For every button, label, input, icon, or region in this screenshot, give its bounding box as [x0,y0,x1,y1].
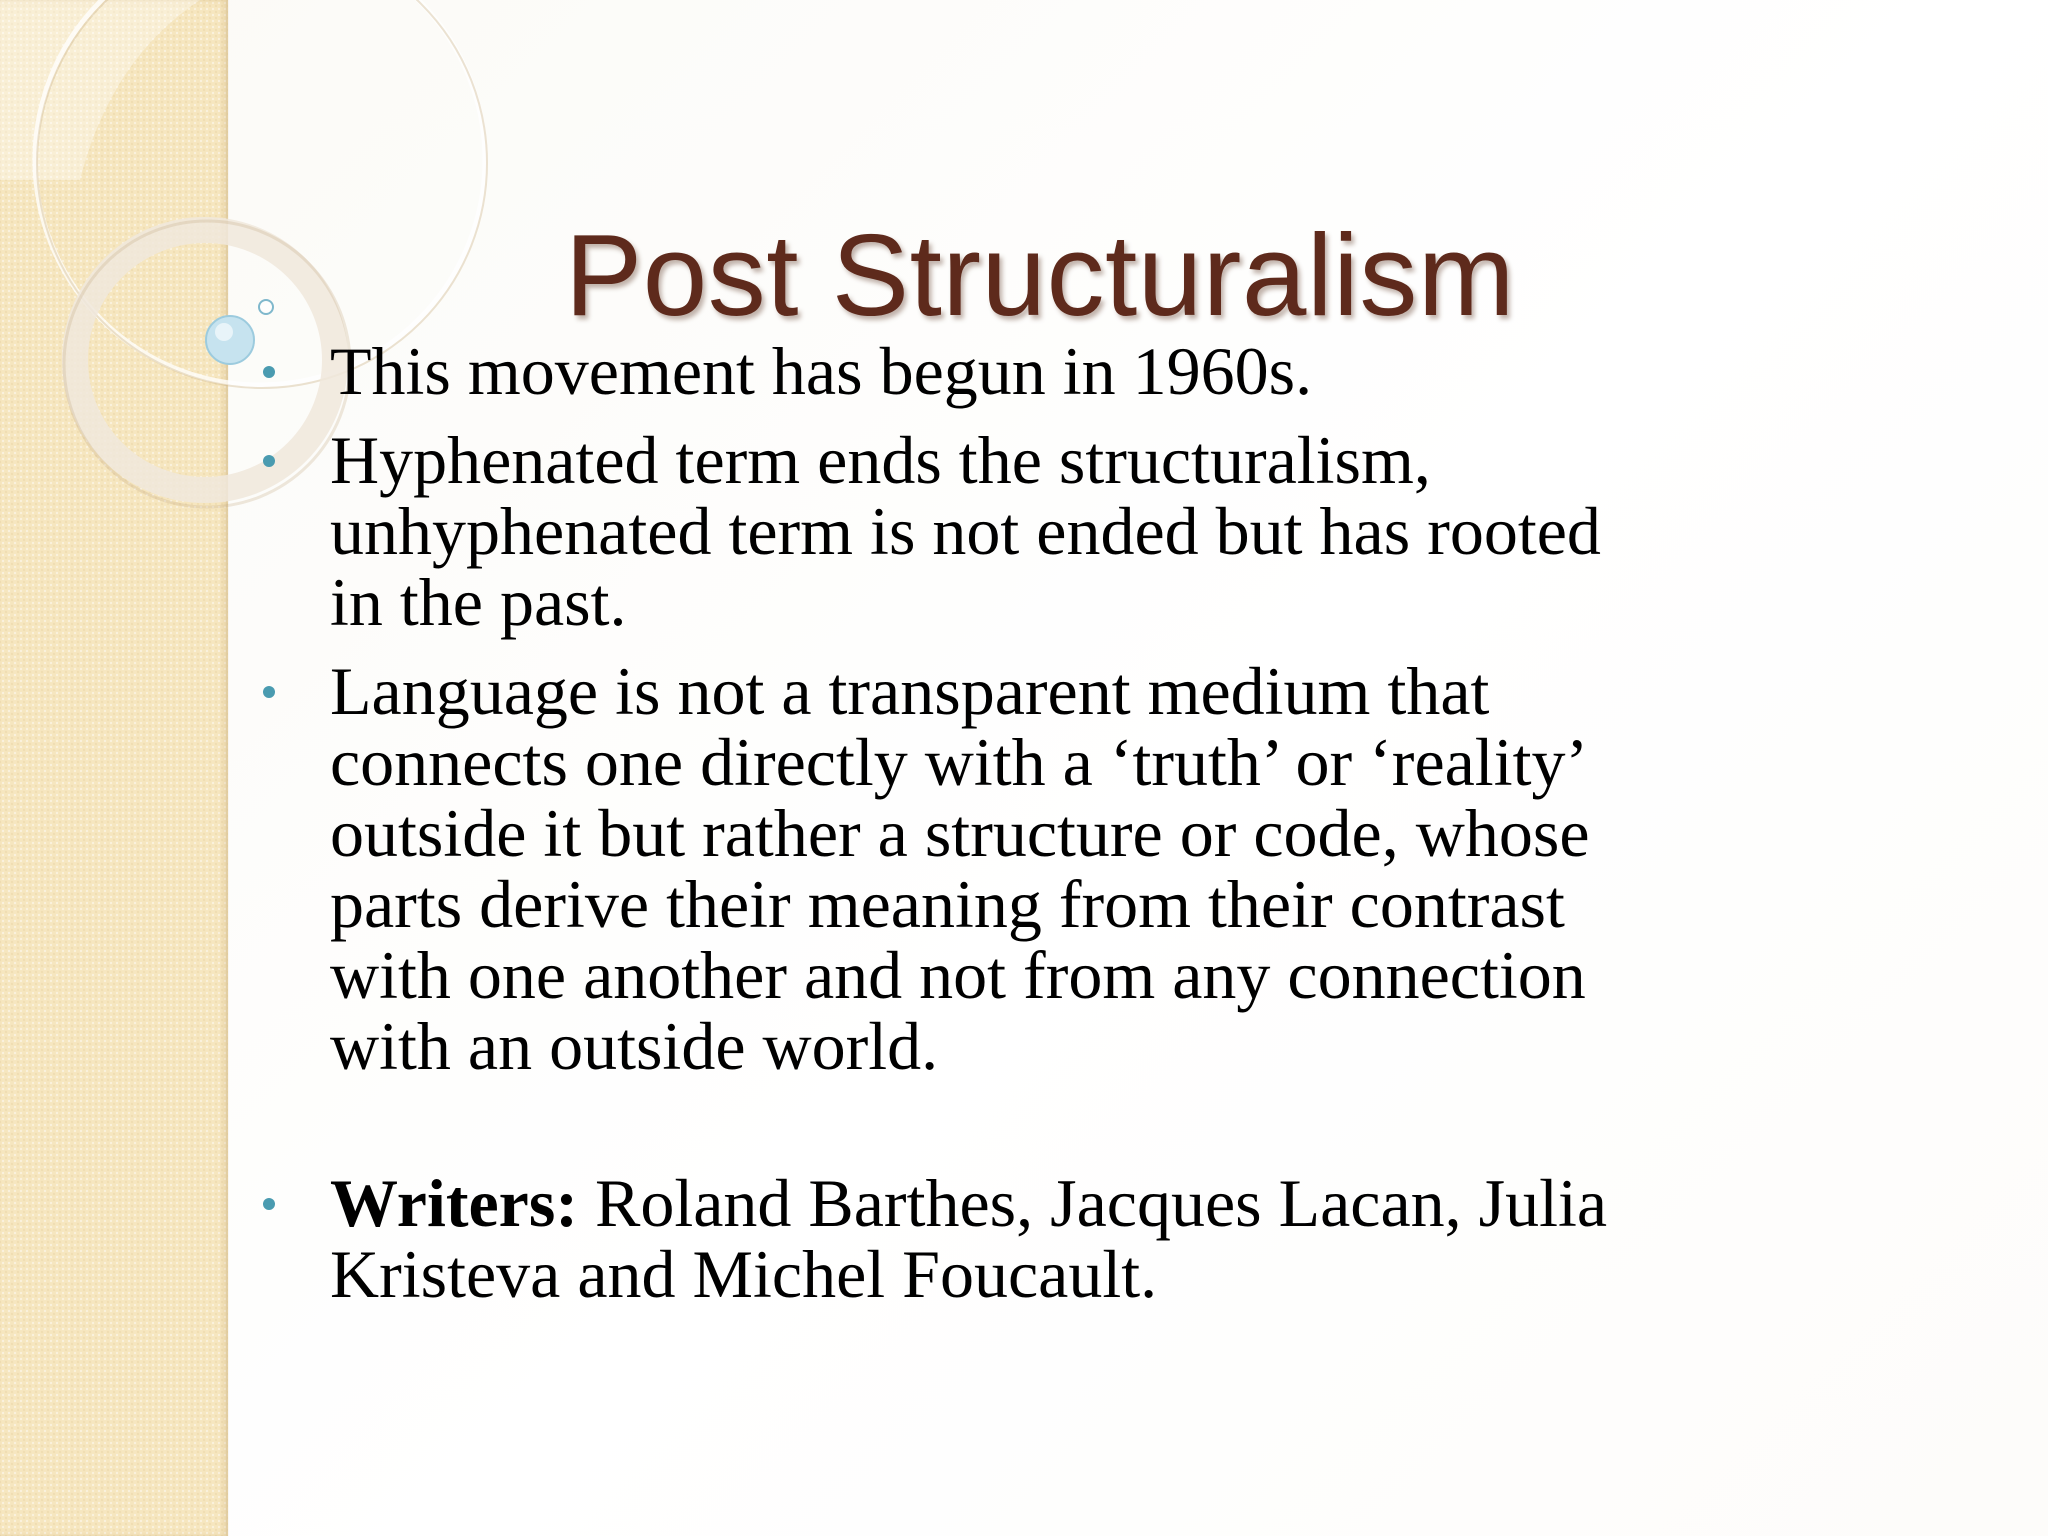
writers-list: Roland Barthes, Jacques Lacan, Julia Kristeva and Michel Foucault. [330,1165,1608,1312]
bullet-text: This movement has begun in 1960s. [330,333,1313,409]
bullet-dot-icon [263,1198,275,1210]
bullet-text: Hyphenated term ends the structuralism, unhyphenated term is not ended but has rooted in the past. [330,422,1601,640]
bullet-item [330,333,1750,409]
bullet-dot-icon [263,366,275,378]
bullet-item [330,422,1750,640]
bullet-text: Language is not a transparent medium that connects one directly with a ‘truth’ or ‘reality’ outside it but rather a structure or code, whose parts derive their meaning from their contrast with one another and not from any connection with an outside world. [330,653,1590,1084]
bullet-item [330,653,1750,1084]
corner-highlight-shape [0,0,200,180]
bullet-dot-icon [263,455,275,467]
bullet-dot-icon [263,686,275,698]
writers-label: Writers: [330,1165,578,1241]
bullet-item [330,1165,1750,1312]
bullet-text [330,1165,1670,1312]
slide-title: Post Structuralism [564,210,1516,340]
